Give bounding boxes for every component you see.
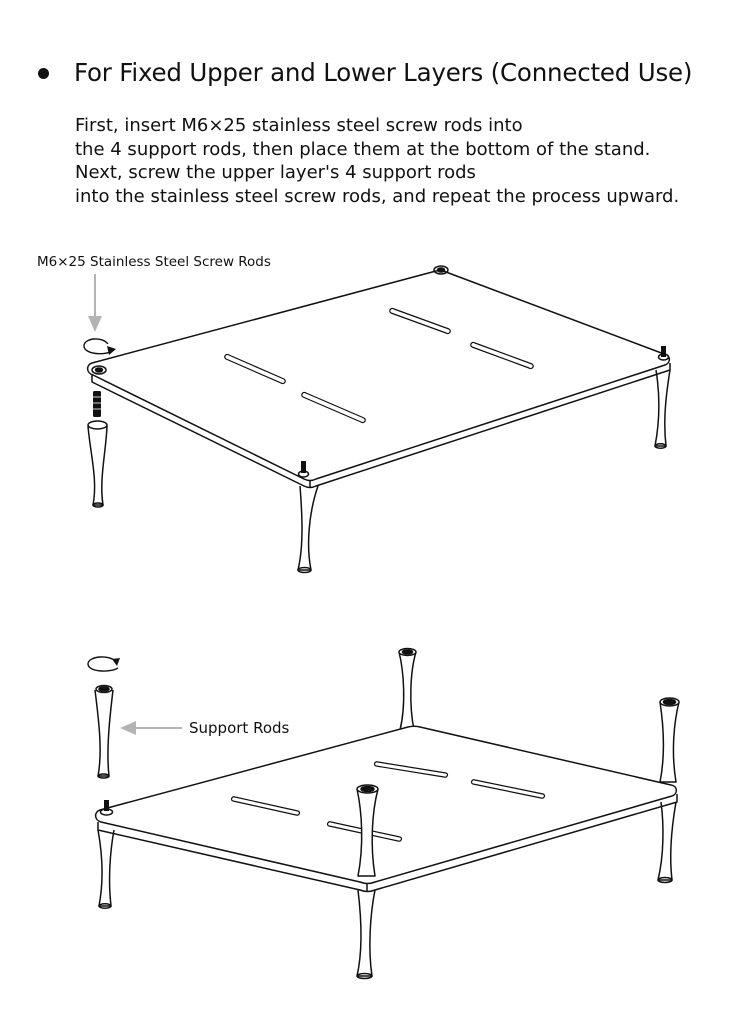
support-rod-right — [655, 370, 670, 448]
screw-rods-label: M6×25 Stainless Steel Screw Rods — [37, 254, 271, 270]
pointer-arrow-icon — [120, 721, 182, 735]
instruction-line-2: the 4 support rods, then place them at the bottom of the stand. — [75, 138, 651, 160]
board-upper — [88, 270, 670, 488]
lower-rod-left — [98, 830, 114, 908]
pointer-arrow-icon — [88, 274, 102, 332]
rotate-arrow-icon — [84, 339, 116, 355]
instruction-line-3: Next, screw the upper layer's 4 support rods — [75, 162, 476, 183]
support-rods-label: Support Rods — [189, 719, 290, 737]
lower-rod-right — [658, 802, 676, 883]
instruction-line-4: into the stainless steel screw rods, and repeat the process upward. — [75, 185, 680, 207]
instruction-line-1: First, insert M6×25 stainless steel screw rods into — [75, 115, 523, 136]
heading-text: For Fixed Upper and Lower Layers (Connected Use) — [74, 58, 693, 87]
rotate-arrow-icon — [88, 657, 120, 671]
support-rod-front — [298, 486, 318, 573]
upper-rod-right — [660, 698, 679, 782]
board-lower — [96, 726, 677, 891]
support-rod-loose — [95, 686, 113, 779]
upper-rod-back — [399, 649, 416, 731]
support-rod-front-left — [88, 421, 107, 507]
top-diagram — [84, 266, 670, 573]
bottom-diagram — [88, 649, 679, 979]
lower-rod-front — [357, 890, 375, 979]
screw-rod — [93, 391, 101, 417]
